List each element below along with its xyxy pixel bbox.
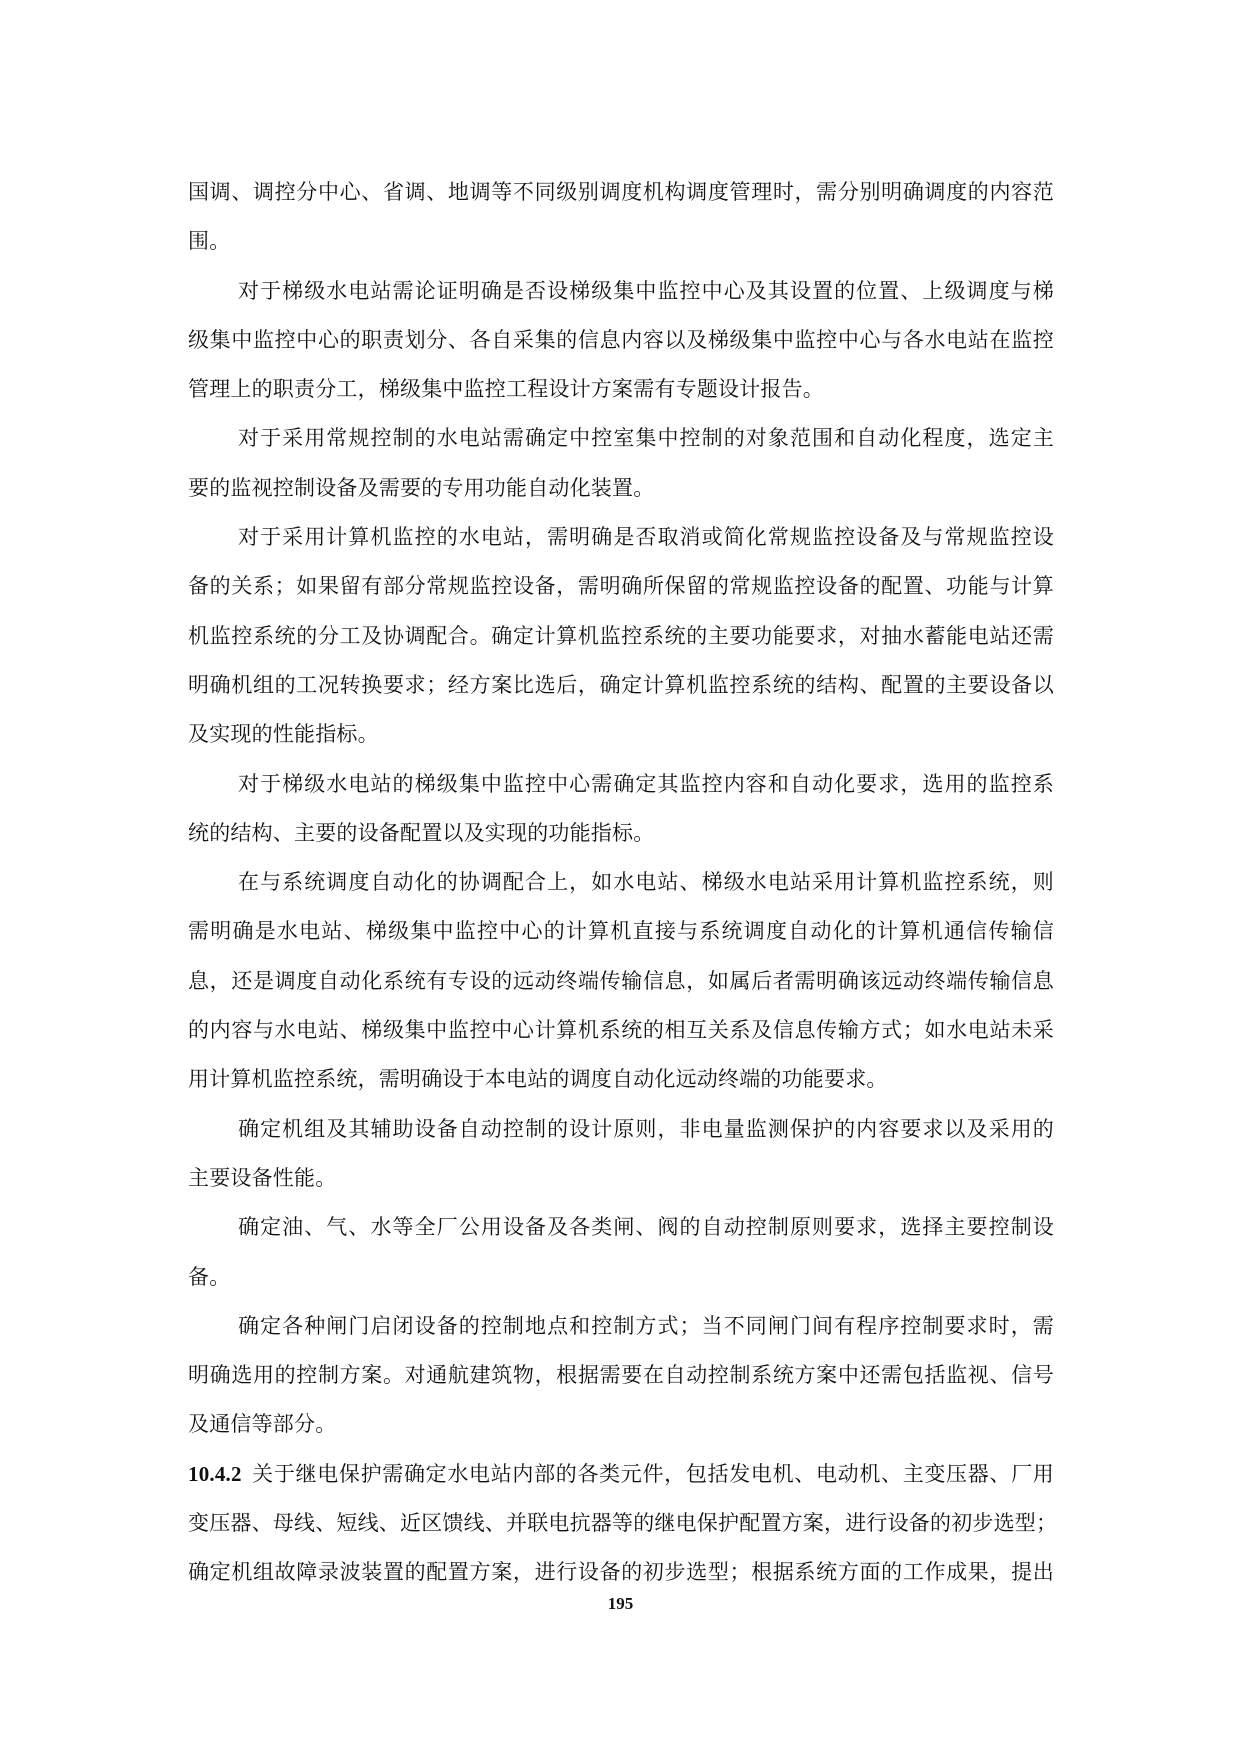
line-text: 机监控系统的分工及协调配合。确定计算机监控系统的主要功能要求，对抽水蓄能电站还需 [188, 623, 1054, 648]
text-line [188, 1351, 1054, 1400]
line-text: 明确选用的控制方案。对通航建筑物，根据需要在自动控制系统方案中还需包括监视、信号 [188, 1363, 1054, 1388]
text-line [188, 1548, 1054, 1597]
text-line [188, 464, 1054, 513]
text-line [188, 1400, 1054, 1449]
text-line [188, 1253, 1054, 1302]
line-text: 需明确是水电站、梯级集中监控中心的计算机直接与系统调度自动化的计算机通信传输信 [188, 919, 1054, 944]
text-line [188, 809, 1054, 858]
paragraph [188, 513, 1054, 759]
line-text: 确定各种闸门启闭设备的控制地点和控制方式；当不同闸门间有程序控制要求时，需 [238, 1313, 1054, 1338]
line-text: 变压器、母线、短线、近区馈线、并联电抗器等的继电保护配置方案，进行设备的初步选型； [188, 1511, 1058, 1536]
line-text: 用计算机监控系统，需明确设于本电站的调度自动化远动终端的功能要求。 [188, 1067, 888, 1092]
text-line [188, 316, 1054, 365]
line-text: 的内容与水电站、梯级集中监控中心计算机系统的相互关系及信息传输方式；如水电站未采 [188, 1018, 1054, 1043]
line-text: 围。 [188, 229, 231, 254]
line-text: 国调、调控分中心、省调、地调等不同级别调度机构调度管理时，需分别明确调度的内容范 [188, 180, 1054, 204]
line-text: 统的结构、主要的设备配置以及实现的功能指标。 [188, 820, 655, 845]
text-line [188, 1203, 1054, 1252]
line-text: 对于梯级水电站的梯级集中监控中心需确定其监控内容和自动化要求，选用的监控系 [238, 771, 1054, 796]
text-line [188, 907, 1054, 956]
line-text: 确定机组及其辅助设备自动控制的设计原则，非电量监测保护的内容要求以及采用的 [238, 1116, 1054, 1141]
line-text: 确定油、气、水等全厂公用设备及各类闸、阀的自动控制原则要求，选择主要控制设 [238, 1215, 1054, 1240]
line-text: 在与系统调度自动化的协调配合上，如水电站、梯级水电站采用计算机监控系统，则 [238, 870, 1054, 895]
paragraph [188, 1203, 1054, 1302]
text-line [188, 710, 1054, 759]
line-text: 要的监视控制设备及需要的专用功能自动化装置。 [188, 475, 655, 500]
line-text: 对于采用计算机监控的水电站，需明确是否取消或简化常规监控设备及与常规监控设 [238, 525, 1054, 550]
paragraph [188, 168, 1054, 267]
text-line [188, 513, 1054, 562]
line-text: 备的关系；如果留有部分常规监控设备，需明确所保留的常规监控设备的配置、功能与计算 [188, 574, 1054, 599]
paragraph [188, 858, 1054, 1104]
text-line [188, 661, 1054, 710]
text-line [188, 1450, 1054, 1499]
section-number: 10.4.2 [188, 1461, 242, 1486]
text-line [188, 1105, 1054, 1154]
paragraph [188, 1105, 1054, 1204]
line-text: 级集中监控中心的职责划分、各自采集的信息内容以及梯级集中监控中心与各水电站在监控 [188, 327, 1054, 352]
line-text: 管理上的职责分工，梯级集中监控工程设计方案需有专题设计报告。 [188, 377, 824, 402]
paragraph [188, 1302, 1054, 1450]
text-line [188, 365, 1054, 414]
paragraph [188, 760, 1054, 859]
line-text: 关于继电保护需确定水电站内部的各类元件，包括发电机、电动机、主变压器、厂用 [251, 1461, 1054, 1486]
line-text: 及通信等部分。 [188, 1412, 337, 1437]
text-line [188, 1006, 1054, 1055]
line-text: 明确机组的工况转换要求；经方案比选后，确定计算机监控系统的结构、配置的主要设备以 [188, 672, 1054, 697]
line-text: 息，还是调度自动化系统有专设的远动终端传输信息，如属后者需明确该远动终端传输信息 [188, 968, 1054, 993]
line-text: 对于梯级水电站需论证明确是否设梯级集中监控中心及其设置的位置、上级调度与梯 [238, 278, 1054, 303]
text-line [188, 612, 1054, 661]
section-paragraph [188, 1450, 1058, 1598]
paragraph [188, 414, 1054, 513]
text-line [188, 267, 1054, 316]
text-line [188, 760, 1054, 809]
text-line [188, 957, 1054, 1006]
body-text [188, 168, 1058, 1598]
line-text: 确定机组故障录波装置的配置方案，进行设备的初步选型；根据系统方面的工作成果，提出 [188, 1560, 1054, 1585]
text-line [188, 1154, 1054, 1203]
text-line [188, 1055, 1054, 1104]
text-line [188, 858, 1054, 907]
line-text: 备。 [188, 1264, 231, 1289]
text-line [188, 168, 1054, 217]
line-text: 对于采用常规控制的水电站需确定中控室集中控制的对象范围和自动化程度，选定主 [238, 426, 1054, 451]
page-number: 195 [607, 1594, 634, 1613]
text-line [188, 217, 1054, 266]
text-line [188, 414, 1054, 463]
line-text: 主要设备性能。 [188, 1165, 337, 1190]
line-text: 及实现的性能指标。 [188, 722, 379, 747]
paragraph [188, 267, 1054, 415]
text-line [188, 562, 1054, 611]
text-line [188, 1499, 1058, 1548]
text-line [188, 1302, 1054, 1351]
